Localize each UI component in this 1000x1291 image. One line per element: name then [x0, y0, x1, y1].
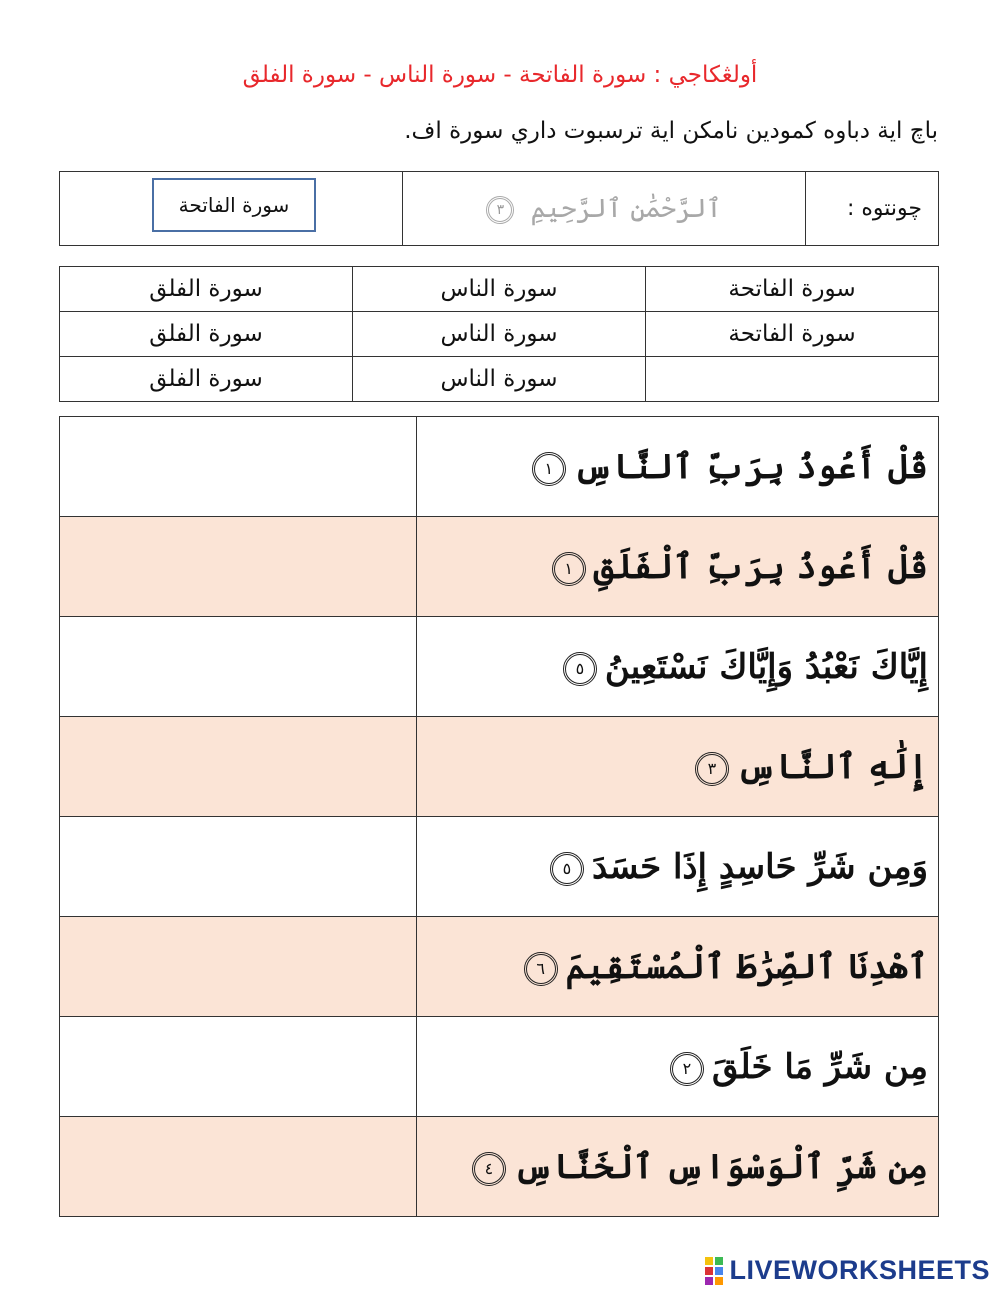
ayah-number-marker: ٣ — [695, 752, 729, 786]
logo-square — [715, 1267, 723, 1275]
word-bank-empty-cell — [646, 357, 939, 402]
verse-cell — [417, 1017, 939, 1117]
word-bank-item[interactable]: سورة الفلق — [60, 312, 353, 357]
word-bank-table — [59, 266, 939, 402]
example-answer-cell — [60, 172, 403, 246]
verse-cell — [417, 717, 939, 817]
ayah-number-marker: ٥ — [550, 852, 584, 886]
answer-drop-zone[interactable] — [60, 917, 417, 1017]
answer-drop-zone[interactable] — [60, 817, 417, 917]
verse-cell — [417, 517, 939, 617]
verse-text: مِن شَرِّ مَا خَلَقَ — [711, 1046, 928, 1087]
verse-text: إِيَّاكَ نَعْبُدُ وَإِيَّاكَ نَسْتَعِينُ — [604, 646, 928, 687]
logo-square — [705, 1277, 713, 1285]
answer-drop-zone[interactable] — [60, 1117, 417, 1217]
example-label: چونتوه : — [806, 172, 939, 246]
liveworksheets-brand-text: LIVEWORKSHEETS — [729, 1255, 990, 1285]
word-bank-item[interactable]: سورة الناس — [353, 312, 646, 357]
word-bank-item[interactable]: سورة الفلق — [60, 357, 353, 402]
verse-text: مِن شَرِّ ٱلْوَسْوَاسِ ٱلْخَنَّاسِ — [513, 1147, 928, 1187]
word-bank-item[interactable]: سورة الناس — [353, 357, 646, 402]
example-verse-text: ٱلرَّحْمَٰنِ ٱلرَّحِيمِ — [530, 193, 722, 224]
ayah-number-marker: ٣ — [486, 196, 514, 224]
example-verse — [403, 172, 806, 246]
ayah-number-marker: ١ — [532, 452, 566, 486]
example-answer-box: سورة الفاتحة — [152, 178, 316, 232]
answer-drop-zone[interactable] — [60, 1017, 417, 1117]
word-bank-item[interactable]: سورة الفاتحة — [646, 312, 939, 357]
ayah-number-marker: ٦ — [524, 952, 558, 986]
answer-drop-zone[interactable] — [60, 717, 417, 817]
verse-cell — [417, 1117, 939, 1217]
ayah-number-marker: ٢ — [670, 1052, 704, 1086]
word-bank-item[interactable]: سورة الناس — [353, 267, 646, 312]
logo-square — [705, 1267, 713, 1275]
page-title: أولڠكاجي : سورة الفاتحة - سورة الناس - سورة الفلق — [242, 62, 758, 88]
liveworksheets-logo — [705, 1255, 990, 1286]
example-table — [59, 171, 939, 246]
verse-text: ٱهْدِنَا ٱلصِّرَٰطَ ٱلْمُسْتَقِيمَ — [565, 947, 928, 987]
answer-drop-zone[interactable] — [60, 617, 417, 717]
verse-cell — [417, 417, 939, 517]
answer-drop-zone[interactable] — [60, 417, 417, 517]
logo-square — [715, 1257, 723, 1265]
verse-text: وَمِن شَرِّ حَاسِدٍ إِذَا حَسَدَ — [591, 846, 928, 887]
word-bank-item[interactable]: سورة الفلق — [60, 267, 353, 312]
verse-cell — [417, 817, 939, 917]
verse-cell — [417, 617, 939, 717]
verse-cell — [417, 917, 939, 1017]
instruction-text: باچ اية دباوه كمودين نامكن اية ترسبوت داري سورة اف. — [404, 118, 938, 144]
answer-drop-zone[interactable] — [60, 517, 417, 617]
logo-square — [705, 1257, 713, 1265]
liveworksheets-logo-icon — [705, 1257, 723, 1285]
verses-table — [59, 416, 939, 1217]
verse-text: إِلَٰهِ ٱلنَّاسِ — [736, 747, 928, 787]
ayah-number-marker: ٤ — [472, 1152, 506, 1186]
logo-square — [715, 1277, 723, 1285]
ayah-number-marker: ٥ — [563, 652, 597, 686]
verse-text: قُلْ أَعُوذُ بِرَبِّ ٱلنَّاسِ — [573, 447, 928, 487]
ayah-number-marker: ١ — [552, 552, 586, 586]
word-bank-item[interactable]: سورة الفاتحة — [646, 267, 939, 312]
verse-text: قُلْ أَعُوذُ بِرَبِّ ٱلْفَلَقِ — [593, 547, 928, 587]
